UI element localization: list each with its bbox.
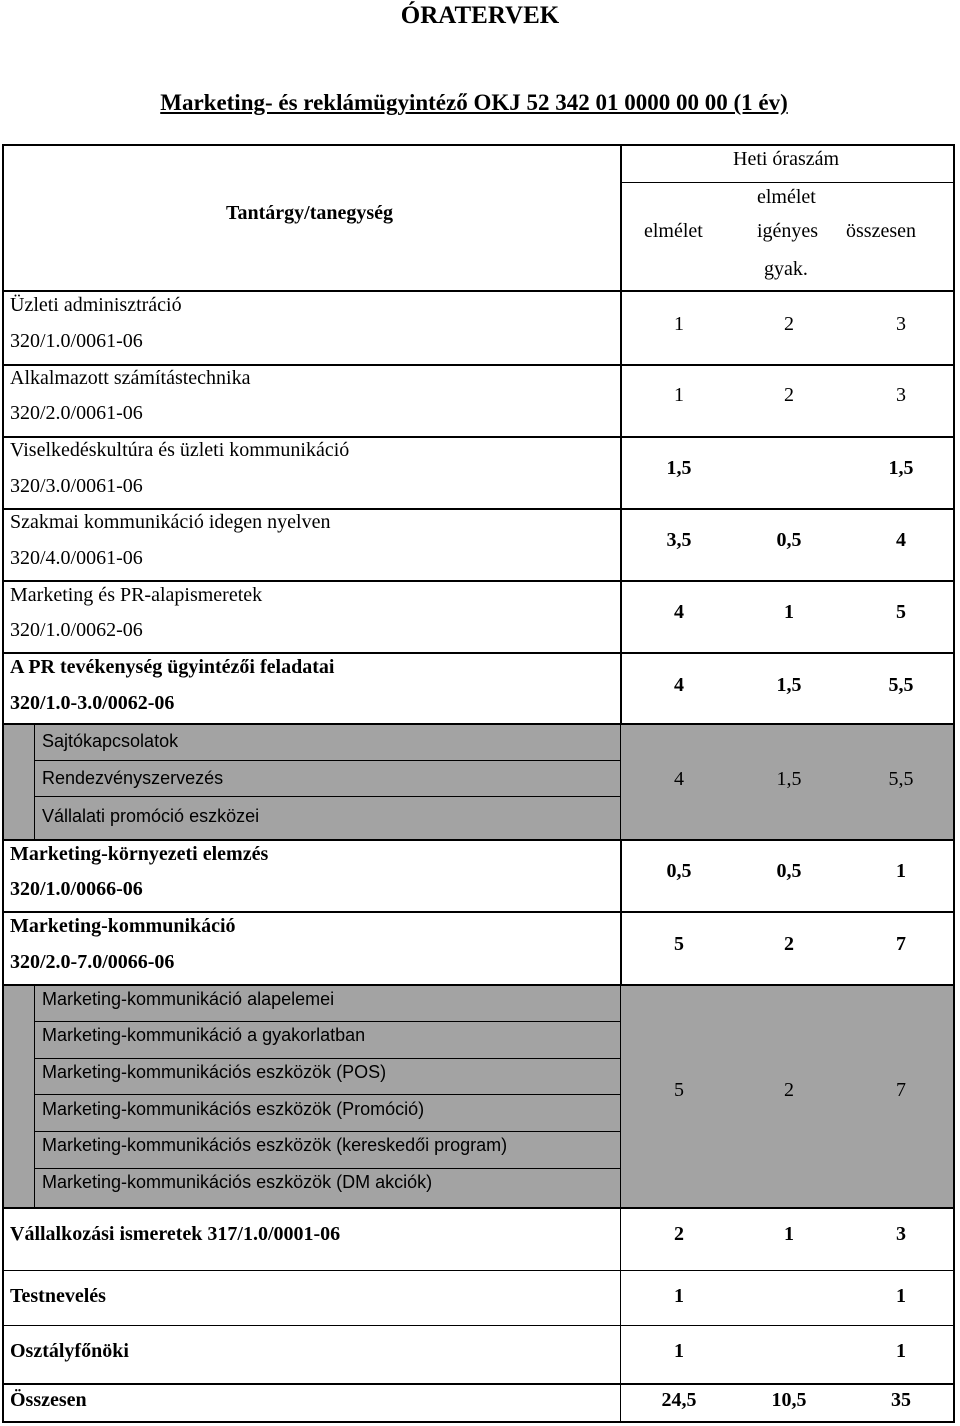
theory-hours: 1,5 <box>666 457 692 479</box>
subject-code: 320/1.0/0061-06 <box>10 330 143 352</box>
subject-name: Viselkedéskultúra és üzleti kommunikáció <box>10 439 350 461</box>
total-hours: 4 <box>896 529 906 551</box>
theory-hours: 4 <box>674 674 684 696</box>
subject-code: 320/1.0/0062-06 <box>10 619 143 641</box>
header-weekly-hours: Heti óraszám <box>733 148 840 170</box>
header-divider <box>620 182 955 183</box>
total-hours: 1 <box>896 1340 906 1362</box>
subunit-divider <box>34 1131 620 1132</box>
header-subject: Tantárgy/tanegység <box>226 202 394 224</box>
subject-name: Alkalmazott számítástechnika <box>10 367 251 389</box>
theory-hours: 5 <box>674 933 684 955</box>
row-divider <box>2 508 955 510</box>
row-divider <box>2 580 955 582</box>
page-title: ÓRATERVEK <box>400 2 560 29</box>
practice-hours: 1,5 <box>776 768 802 790</box>
practice-hours: 0,5 <box>776 529 802 551</box>
row-divider <box>2 1207 955 1209</box>
subject-name: Vállalkozási ismeretek 317/1.0/0001-06 <box>10 1223 341 1245</box>
subunit-divider <box>34 1058 620 1059</box>
column-divider <box>620 1208 621 1423</box>
document-subtitle: Marketing- és reklámügyintéző OKJ 52 342 01 0000 00 00 (1 év) <box>160 90 788 115</box>
theory-hours: 4 <box>674 768 684 790</box>
practice-hours: 1,5 <box>776 674 802 696</box>
practice-hours: 1 <box>784 1223 794 1245</box>
row-divider <box>2 1325 955 1326</box>
total-hours: 3 <box>896 313 906 335</box>
theory-hours: 4 <box>674 601 684 623</box>
total-hours: 7 <box>896 933 906 955</box>
header-practice: gyak. <box>764 258 808 280</box>
subject-name: Testnevelés <box>10 1285 106 1307</box>
column-divider <box>620 985 621 1208</box>
total-hours: 7 <box>896 1079 906 1101</box>
total-row-label: Összesen <box>10 1389 87 1411</box>
total-hours: 5 <box>896 601 906 623</box>
theory-hours: 0,5 <box>666 860 692 882</box>
subunit-divider <box>34 796 620 797</box>
column-divider <box>620 144 622 724</box>
subject-code: 320/1.0/0066-06 <box>10 878 143 900</box>
unit-name: Marketing-kommunikáció a gyakorlatban <box>42 1025 366 1045</box>
theory-hours: 2 <box>674 1223 684 1245</box>
unit-name: Marketing-kommunikációs eszközök (DM akciók) <box>42 1172 433 1192</box>
header-total: összesen <box>846 220 916 242</box>
unit-name: Marketing-kommunikációs eszközök (kereskedői program) <box>42 1135 508 1155</box>
subunit-divider <box>34 724 35 840</box>
practice-hours: 10,5 <box>771 1389 807 1411</box>
header-practice: igényes <box>757 220 819 242</box>
row-divider <box>2 652 955 654</box>
row-divider <box>2 911 955 913</box>
unit-name: Vállalati promóció eszközei <box>42 806 260 826</box>
total-hours: 5,5 <box>888 768 914 790</box>
row-divider <box>2 984 955 986</box>
header-theory: elmélet <box>644 220 703 242</box>
subject-name: Üzleti adminisztráció <box>10 294 182 316</box>
subject-code: 320/1.0-3.0/0062-06 <box>10 692 175 714</box>
subject-name: Osztályfőnöki <box>10 1340 129 1362</box>
header-practice: elmélet <box>757 186 816 208</box>
row-divider <box>2 839 955 841</box>
practice-hours: 2 <box>784 933 794 955</box>
practice-hours: 0,5 <box>776 860 802 882</box>
unit-name: Marketing-kommunikációs eszközök (Promóció) <box>42 1099 425 1119</box>
theory-hours: 24,5 <box>661 1389 697 1411</box>
practice-hours: 2 <box>784 313 794 335</box>
row-divider <box>2 364 955 366</box>
total-hours: 5,5 <box>888 674 914 696</box>
row-divider <box>2 436 955 438</box>
column-divider <box>620 724 621 840</box>
unit-name: Sajtókapcsolatok <box>42 731 179 751</box>
theory-hours: 3,5 <box>666 529 692 551</box>
row-divider <box>2 1270 955 1271</box>
total-hours: 35 <box>891 1389 911 1411</box>
subject-code: 320/2.0-7.0/0066-06 <box>10 951 175 973</box>
unit-name: Marketing-kommunikáció alapelemei <box>42 989 335 1009</box>
subunit-divider <box>34 1021 620 1022</box>
subunit-divider <box>34 1094 620 1095</box>
practice-hours: 1 <box>784 601 794 623</box>
subunit-divider <box>34 1168 620 1169</box>
theory-hours: 1 <box>674 313 684 335</box>
theory-hours: 1 <box>674 384 684 406</box>
theory-hours: 1 <box>674 1340 684 1362</box>
subject-code: 320/2.0/0061-06 <box>10 402 143 424</box>
subject-code: 320/3.0/0061-06 <box>10 475 143 497</box>
subject-name: A PR tevékenység ügyintézői feladatai <box>10 656 335 678</box>
total-hours: 1 <box>896 1285 906 1307</box>
practice-hours: 2 <box>784 1079 794 1101</box>
subject-name: Marketing-kommunikáció <box>10 915 236 937</box>
practice-hours: 2 <box>784 384 794 406</box>
total-hours: 3 <box>896 384 906 406</box>
subject-name: Marketing és PR-alapismeretek <box>10 584 263 606</box>
total-hours: 1,5 <box>888 457 914 479</box>
subject-code: 320/4.0/0061-06 <box>10 547 143 569</box>
theory-hours: 1 <box>674 1285 684 1307</box>
row-divider <box>2 723 955 725</box>
subject-name: Marketing-környezeti elemzés <box>10 843 269 865</box>
subunit-divider <box>34 985 35 1208</box>
subunit-divider <box>34 760 620 761</box>
total-hours: 3 <box>896 1223 906 1245</box>
row-divider <box>2 1383 955 1385</box>
unit-name: Marketing-kommunikációs eszközök (POS) <box>42 1062 387 1082</box>
row-divider <box>2 290 955 292</box>
theory-hours: 5 <box>674 1079 684 1101</box>
total-hours: 1 <box>896 860 906 882</box>
subject-name: Szakmai kommunikáció idegen nyelven <box>10 511 331 533</box>
unit-name: Rendezvényszervezés <box>42 768 224 788</box>
